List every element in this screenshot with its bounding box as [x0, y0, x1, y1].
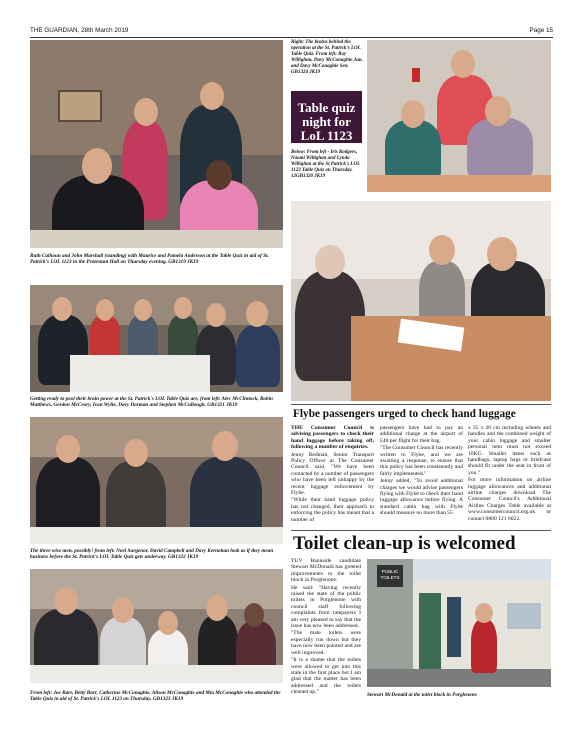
flybe-column-3 — [468, 425, 551, 523]
caption-photo-7: Stewart McDonald at the toilet block in Porglenone — [367, 692, 477, 698]
toilet-paragraph: TUV Bannside candidate Stewart McDonald has greeted improvements to the toilet block in Porglenone. — [291, 558, 361, 584]
caption-photo-4: Getting ready to pool their brain power at the St. Patrick's LOL Table Quiz are, from left: Alec McClintock, Robin Matthews, Gordon McCrory, Ivan Wylie, Davy Dorman and Stephen McCullough. GB1321 JK19 — [30, 396, 273, 409]
flybe-lead: THE Consumer Council is advising passengers to check their hand luggage before taking off, following a number of enquiries. — [291, 425, 374, 451]
photo-family — [30, 569, 283, 683]
flybe-headline: Flybe passengers urged to check hand luggage — [293, 408, 516, 420]
photo-three-wise-men — [30, 417, 283, 544]
flybe-paragraph: For more information on airline luggage allowances and additional airline charges download The Consumer Council's Additional Airline Charges Table available at www.consumercouncil.org.uk or contact 0800 121 6022. — [468, 477, 551, 522]
photo-toilet-block — [367, 559, 551, 687]
flybe-paragraph: "The Consumer Council has recently written to Flybe, and we are awaiting a response, to ensure that this policy has been consistently and fairly implemented." — [380, 445, 463, 477]
header-rule — [30, 37, 553, 38]
toilet-paragraph: "The male toilets were especially run down but they have now been painted and are well improved. — [291, 630, 361, 656]
caption-photo-1: Ruth Calhoun and John Marshall (standing) with Maurice and Pamela Anderson at the Table Quiz in aid of St. Patrick's LOL 1123 in the Protestant Hall on Thursday evening. GB1319 JK19 — [30, 253, 269, 266]
flybe-top-rule — [291, 404, 551, 405]
photo-quiz-group-1 — [30, 40, 283, 248]
paper-date: THE GUARDIAN, 28th March 2019 — [30, 27, 129, 34]
toilet-top-rule — [291, 530, 551, 531]
page-header — [30, 24, 553, 38]
page-number: Page 15 — [529, 27, 553, 34]
flybe-paragraph: Jenny Redman, Senior Transport Policy Officer at The Consumer Council said, "We have been contacted by a number of passengers who have been left unhappy by the recent luggage enforcement by Flybe. — [291, 451, 374, 497]
photo-quiz-organisers — [367, 40, 551, 192]
caption-photo-6: From left: Joe Barr, Betty Barr, Catherine McConaghie, Alison McConaghie and Mia McConaghie who attended the Table Quiz in aid of St. Patrick's LOL 1123 on Thursday. GB1323 JK19 — [30, 690, 281, 703]
flybe-column-2 — [380, 425, 463, 518]
toilet-headline: Toilet clean-up is welcomed — [293, 533, 516, 554]
toilet-paragraph: "It is a shame that the toilets were allowed to get into this state in the first place but I am glad that the matter has been addressed and the toilets cleaned up." — [291, 657, 361, 696]
photo-quiz-women — [291, 201, 551, 401]
caption-photo-5: The three wise men, possibly! from left: Noel Surgenor, David Campbell and Davy Kernohan look as if they mean business before the St. Patrick's LOL Table Quiz gets underway. GB1322 JK19 — [30, 548, 274, 561]
banner-table-quiz: Table quiz night for LoL 1123 — [291, 91, 362, 143]
flybe-paragraph: x 35 x 20 cm including wheels and handles and the combined weight of your cabin luggage and smaller personal item must not exceed 10KG. Smaller items such as handbags, laptop bags or briefcase should fit under the seat in front of you." — [468, 425, 551, 476]
caption-below: Below: From left - Iris Rodgers, Naomi Willighan and Lynda Willighan at the St Patrick's LOL 1123 Table Quiz on Thursday. 12GB1320 JK19 — [291, 150, 360, 180]
flybe-column-1 — [291, 425, 374, 524]
public-toilets-sign: PUBLIC TOILETS — [377, 565, 403, 587]
toilet-column — [291, 558, 361, 697]
flybe-paragraph: passengers have had to pay an additional charge at the airport of £40 per flight for their bag. — [380, 425, 463, 444]
toilet-paragraph: He said: "Having recently raised the state of the public toilets in Porglenone with council staff following complaints from ratepayers I am very pleased to say that the issue has now been addressed. — [291, 584, 361, 630]
caption-right: Right: The brains behind the operation at the St. Patrick's LOL Table Quiz. From left: Roy Willighan, Davy McConaghie Jun. and Davy McConaghie Sen. GB1324 JK19 — [291, 40, 363, 76]
flybe-paragraph: Jenny added, "To avoid additional charges we would advise passengers flying with Flybe to check their hand luggage allowance before flying. A standard cabin bag with Flybe should measure no more than 55 — [380, 478, 463, 517]
flybe-paragraph: "While their hand luggage policy has not changed, their approach to enforcing the policy has meant that a number of — [291, 497, 374, 523]
photo-quiz-group-6 — [30, 285, 283, 392]
